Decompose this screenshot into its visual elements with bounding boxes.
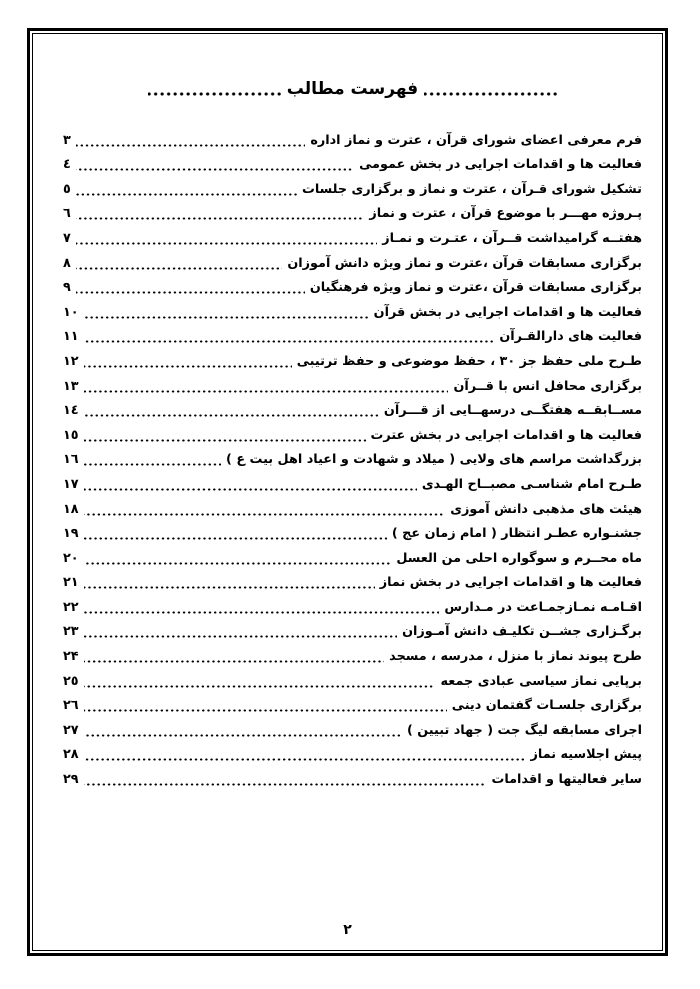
toc-row	[63, 617, 642, 642]
toc-row	[63, 469, 642, 494]
toc-row	[63, 715, 642, 740]
toc-row	[63, 740, 642, 765]
toc-row	[63, 764, 642, 789]
toc-leader-dots	[76, 242, 377, 245]
toc-list	[63, 125, 642, 789]
toc-item-label: فرم معرفی اعضای شورای قرآن ، عترت و نماز اداره	[310, 132, 642, 148]
toc-item-page-number: ۱۹	[63, 526, 79, 542]
toc-item-label: فعالیت ها و اقدامات اجرایی در بخش قرآن	[373, 304, 642, 320]
toc-row	[63, 420, 642, 445]
page-title: فهرست مطالب	[286, 79, 419, 99]
toc-leader-dots	[84, 611, 440, 614]
toc-item-page-number: ۲٥	[63, 673, 79, 689]
toc-leader-dots	[84, 734, 402, 737]
toc-item-page-number: ۷	[63, 230, 71, 246]
toc-item-page-number: ۱٦	[63, 452, 79, 468]
toc-item-page-number: ۱۸	[63, 501, 79, 517]
toc-row	[63, 666, 642, 691]
toc-leader-dots	[84, 758, 526, 761]
toc-item-label: برگزاری محافل انس با قــرآن	[453, 378, 642, 394]
toc-item-page-number: ۱٤	[63, 403, 79, 419]
toc-item-page-number: ۲۰	[63, 550, 79, 566]
toc-item-label: تشکیل شورای قـرآن ، عترت و نماز و برگزاری جلسات	[301, 181, 642, 197]
toc-leader-dots	[84, 414, 379, 417]
toc-row	[63, 346, 642, 371]
toc-item-label: هفتــه گرامیداشت قــرآن ، عتـرت و نمـاز	[382, 230, 642, 246]
toc-leader-dots	[84, 513, 446, 516]
toc-item-label: ماه محــرم و سوگواره احلی من العسل	[396, 550, 642, 566]
title-leader-dots-left	[148, 92, 280, 96]
toc-row	[63, 568, 642, 593]
toc-item-label: فعالیت ها و اقدامات اجرایی در بخش عترت	[370, 427, 642, 443]
toc-row	[63, 297, 642, 322]
toc-row	[63, 592, 642, 617]
toc-item-page-number: ۲۱	[63, 575, 79, 591]
toc-item-page-number: ۲٦	[63, 698, 79, 714]
toc-row	[63, 494, 642, 519]
toc-item-page-number: ۱۷	[63, 476, 79, 492]
toc-item-label: اقـامـه نمـازجمـاعت در مـدارس	[444, 599, 642, 615]
toc-item-label: مســابقــه هفتگــی درسهــایی از قـــرآن	[383, 403, 642, 419]
toc-item-label: برگزاری مسابقات قرآن ،عترت و نماز ویژه دانش آموزان	[287, 255, 642, 271]
toc-row	[63, 248, 642, 273]
toc-leader-dots	[84, 340, 495, 343]
toc-row	[63, 543, 642, 568]
toc-leader-dots	[84, 463, 221, 466]
toc-leader-dots	[76, 168, 354, 171]
toc-item-label: برگزاری مسابقات قرآن ،عترت و نماز ویژه فرهنگیان	[309, 280, 642, 296]
toc-item-page-number: ۹	[63, 280, 71, 296]
toc-item-page-number: ٤	[63, 157, 71, 173]
toc-leader-dots	[76, 217, 365, 220]
toc-title-row	[149, 76, 557, 100]
toc-leader-dots	[84, 586, 375, 589]
toc-leader-dots	[84, 365, 292, 368]
toc-item-label: هیئت های مذهبی دانش آموزی	[450, 501, 642, 517]
toc-item-label: برگـزاری جشــن تکلیـف دانش آمـوزان	[402, 624, 642, 640]
toc-row	[63, 125, 642, 150]
toc-row	[63, 641, 642, 666]
toc-item-page-number: ۸	[63, 255, 71, 271]
toc-item-label: سایر فعالیتها و اقدامات	[491, 772, 642, 788]
toc-item-label: برگزاری جلسـات گفتمان دینی	[451, 698, 642, 714]
toc-leader-dots	[84, 660, 385, 663]
toc-row	[63, 174, 642, 199]
toc-item-page-number: ۱٥	[63, 427, 79, 443]
toc-row	[63, 273, 642, 298]
toc-item-label: پیش اجلاسیه نماز	[530, 747, 642, 763]
toc-item-label: جشنـواره عطـر انتظار ( امام زمان عج )	[391, 526, 642, 542]
toc-content	[33, 34, 662, 789]
toc-item-label: اجرای مسابقه لیگ جت ( جهاد تبیین )	[406, 722, 642, 738]
toc-item-page-number: ۳	[63, 132, 71, 148]
toc-row	[63, 322, 642, 347]
toc-item-label: پـروژه مهـــر با موضوع قرآن ، عترت و نماز	[369, 206, 642, 222]
toc-item-label: فعالیت های دارالقـرآن	[499, 329, 642, 345]
toc-item-page-number: ۲۷	[63, 722, 79, 738]
toc-item-label: طـرح امام شناسـی مصبــاح الهـدی	[421, 476, 642, 492]
toc-item-page-number: ٦	[63, 206, 71, 222]
toc-item-page-number: ۲۹	[63, 772, 79, 788]
toc-row	[63, 223, 642, 248]
toc-item-label: بزرگداشت مراسم های ولایی ( میلاد و شهادت و اعیاد اهل بیت ع )	[226, 452, 642, 468]
toc-row	[63, 396, 642, 421]
toc-row	[63, 371, 642, 396]
toc-leader-dots	[76, 267, 283, 270]
toc-item-label: فعالیت ها و اقدامات اجرایی در بخش نماز	[379, 575, 642, 591]
toc-item-page-number: ۲۲	[63, 599, 79, 615]
toc-item-label: برپایی نماز سیاسی عبادی جمعه	[440, 673, 642, 689]
toc-row	[63, 445, 642, 470]
toc-row	[63, 150, 642, 175]
page-border-inner	[32, 33, 663, 951]
toc-item-label: طرح پیوند نماز با منزل ، مدرسه ، مسجد	[389, 649, 642, 665]
toc-item-page-number: ۲۴	[63, 649, 79, 665]
toc-item-page-number: ۱۱	[63, 329, 79, 345]
toc-leader-dots	[84, 439, 366, 442]
toc-item-page-number: ۱۲	[63, 353, 79, 369]
toc-leader-dots	[84, 488, 417, 491]
toc-leader-dots	[84, 316, 369, 319]
toc-leader-dots	[84, 709, 447, 712]
toc-leader-dots	[84, 562, 392, 565]
toc-item-label: طـرح ملی حفظ جز ۳۰ ، حفظ موضوعی و حفظ ترتیبی	[296, 353, 642, 369]
toc-row	[63, 691, 642, 716]
toc-item-page-number: ٥	[63, 181, 71, 197]
toc-item-page-number: ۲۸	[63, 747, 79, 763]
toc-leader-dots	[76, 193, 297, 196]
page-number: ۲	[343, 922, 352, 938]
toc-leader-dots	[84, 635, 397, 638]
toc-row	[63, 199, 642, 224]
toc-item-page-number: ۲۳	[63, 624, 79, 640]
toc-leader-dots	[84, 390, 449, 393]
toc-leader-dots	[76, 144, 306, 147]
toc-item-label: فعالیت ها و اقدامات اجرایی در بخش عمومی	[359, 157, 642, 173]
toc-leader-dots	[84, 537, 387, 540]
toc-leader-dots	[84, 685, 436, 688]
toc-row	[63, 519, 642, 544]
toc-item-page-number: ۱۰	[63, 304, 79, 320]
toc-item-page-number: ۱۳	[63, 378, 79, 394]
page-border-frame	[27, 28, 668, 956]
toc-leader-dots	[84, 783, 487, 786]
title-leader-dots-right	[424, 92, 556, 96]
toc-leader-dots	[76, 291, 305, 294]
